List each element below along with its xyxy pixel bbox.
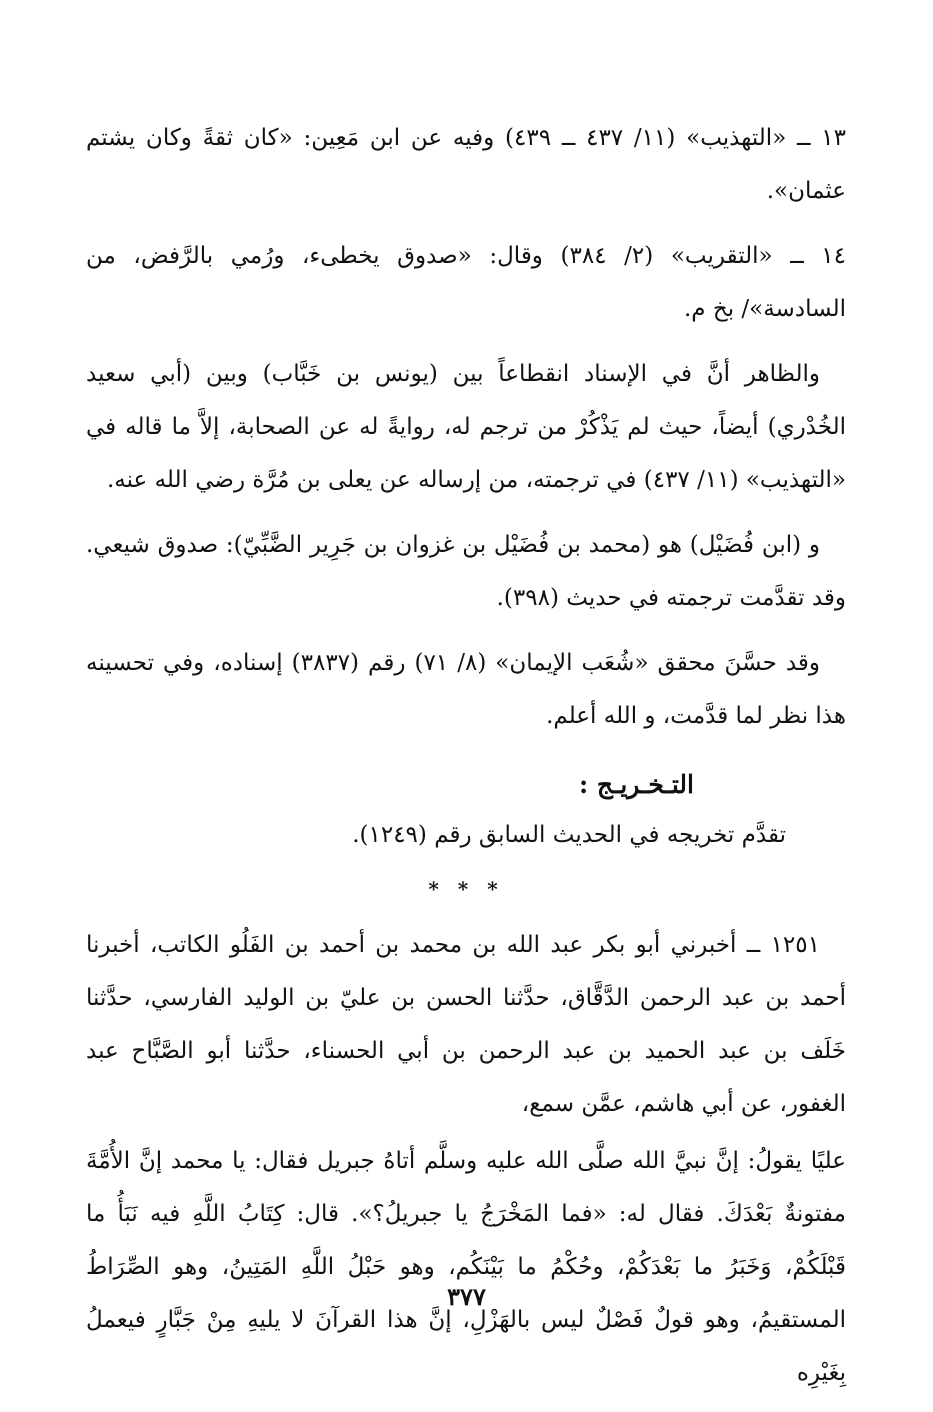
takhrij-text: تقدَّم تخريجه في الحديث السابق رقم (١٢٤٩). bbox=[352, 822, 786, 848]
page-body bbox=[86, 112, 846, 1412]
page-number: ٣٧٧ bbox=[447, 1282, 486, 1311]
paragraph-zahir: والظاهر أنَّ في الإسناد انقطاعاً بين (يونس بن خَبَّاب) وبين (أبي سعيد الخُدْري) أيضاً، حيث لم يَذْكُرْ من ترجم له، روايةً له عن الصحابة، إلاَّ ما قاله في «التهذيب» (١١/ ٤٣٧) في ترجمته، من إرساله عن يعلى بن مُرَّة رضي الله عنه. bbox=[86, 361, 846, 493]
hadith-isnad: ١٢٥١ ــ أخبرني أبو بكر عبد الله بن محمد بن أحمد بن الفَلُو الكاتب، أخبرنا أحمد بن عبد الرحمن الدَّقَّاق، حدَّثنا الحسن بن عليّ بن الوليد الفارسي، حدَّثنا خَلَف بن عبد الحميد بن عبد الرحمن بن أبي الحسناء، حدَّثنا أبو الصَّبَّاح عبد الغفور، عن أبي هاشم، عمَّن سمع، bbox=[86, 932, 846, 1117]
footnote-14: ١٤ ــ «التقريب» (٢/ ٣٨٤) وقال: «صدوق يخطىء، ورُمي بالرَّفض، من السادسة»/ بخ م. bbox=[86, 243, 846, 322]
paragraph-ibn-fudail: و (ابن فُضَيْل) هو (محمد بن فُضَيْل بن غزوان بن جَرِير الضَّبِّيّ): صدوق شيعي. وقد تقدَّمت ترجمته في حديث (٣٩٨). bbox=[86, 532, 846, 611]
takhrij-heading: التـخـريـج : bbox=[578, 770, 694, 799]
section-separator: * * * bbox=[428, 877, 504, 901]
paragraph-hassan: وقد حسَّنَ محقق «شُعَب الإيمان» (٨/ ٧١) رقم (٣٨٣٧) إسناده، وفي تحسينه هذا نظر لما قدَّمت، و الله أعلم. bbox=[86, 650, 846, 729]
hadith-matn: عليًا يقولُ: إنَّ نبيَّ الله صلَّى الله عليه وسلَّم أتاهُ جبريل فقال: يا محمد إنَّ الأُمَّةَ مفتونةٌ بَعْدَكَ. فقال له: «فما المَخْرَجُ يا جبريلُ؟». قال: كِتَابُ اللَّهِ فيه نَبَأُ ما قَبْلَكُمْ، وَخَبَرُ ما بَعْدَكُمْ، وحُكْمُ ما بَيْنَكُم، وهو حَبْلُ اللَّهِ المَتِينُ، وهو الصِّرَاطُ المستقيمُ، وهو قولٌ فَصْلٌ ليس بالهَزْلِ، إنَّ هذا القرآنَ لا يليهِ مِنْ جَبَّارٍ فيعملُ بِغَيْرِه bbox=[86, 1148, 846, 1386]
footnote-13: ١٣ ــ «التهذيب» (١١/ ٤٣٧ ــ ٤٣٩) وفيه عن ابن مَعِين: «كان ثقةً وكان يشتم عثمان». bbox=[86, 125, 846, 204]
